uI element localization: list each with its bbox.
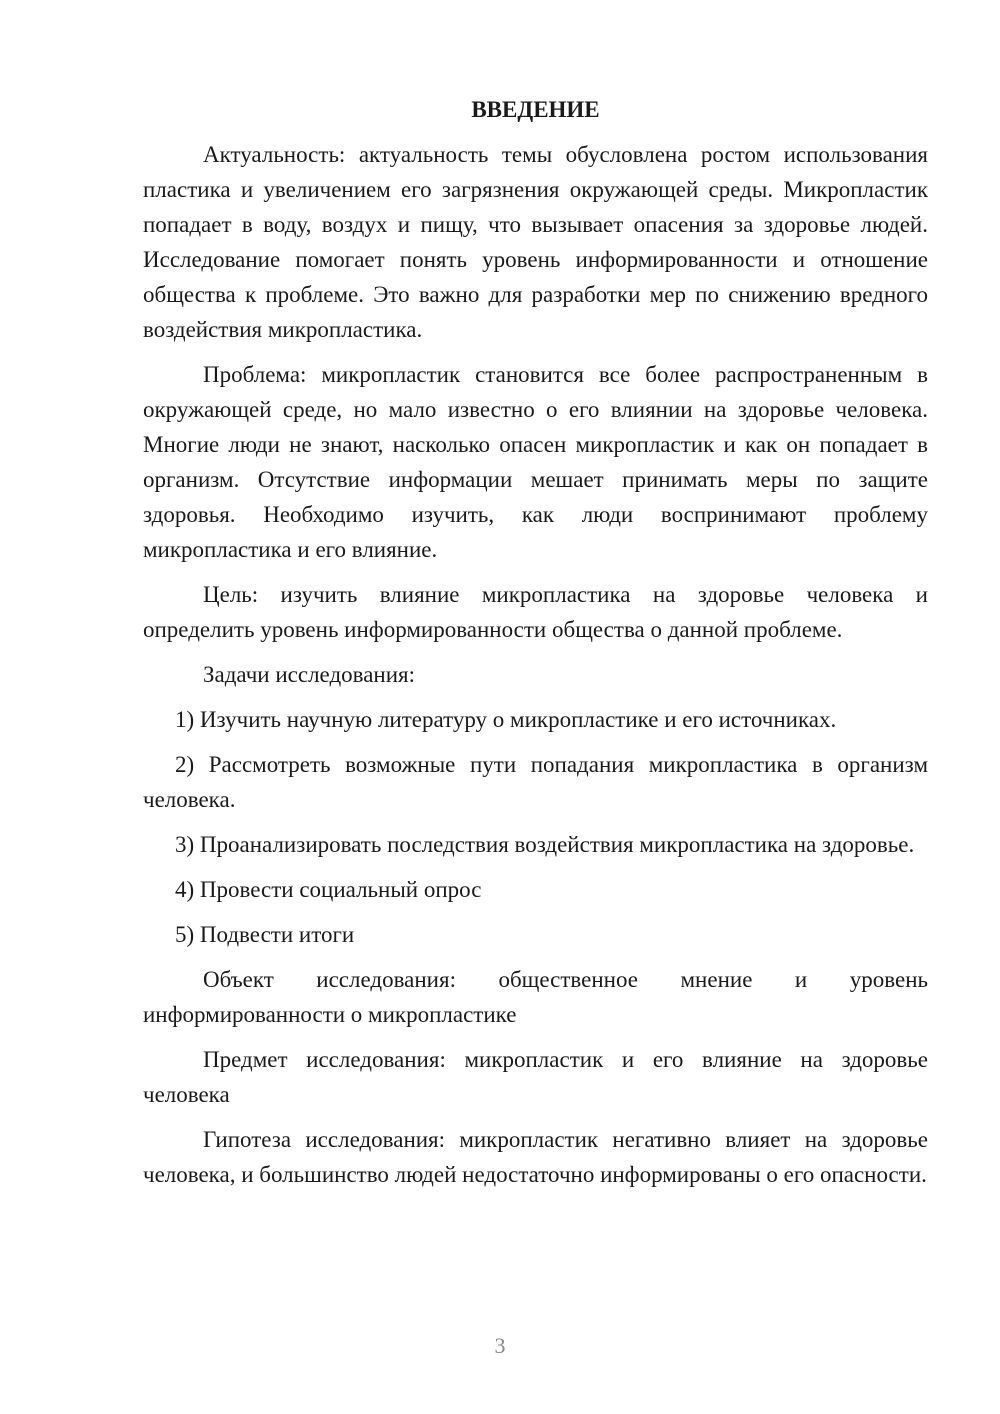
- tasks-heading: Задачи исследования:: [203, 662, 416, 687]
- paragraph-relevance: Актуальность: актуальность темы обусловлена ростом использования пластика и увеличением его загрязнения окружающей среды. Микропластик попадает в воду, воздух и пищу, что вызывает опасения за здоровье людей. Исследование помогает понять уровень информированности и отношение общества к проблеме. Это важно для разработки мер по снижению вредного воздействия микропластика.: [143, 142, 928, 342]
- paragraph-goal: Цель: изучить влияние микропластика на здоровье человека и определить уровень информированности общества о данной проблеме.: [143, 582, 928, 642]
- paragraph-object: Объект исследования: общественное мнение и уровень информированности о микропластике: [143, 967, 928, 1027]
- page-number: 3: [494, 1333, 506, 1358]
- document-page: [143, 95, 928, 1202]
- list-item-task-5: 5) Подвести итоги: [175, 922, 355, 947]
- list-item-task-2: 2) Рассмотреть возможные пути попадания микропластика в организм человека.: [143, 752, 928, 812]
- list-item-task-4: 4) Провести социальный опрос: [175, 877, 482, 902]
- paragraph-hypothesis: Гипотеза исследования: микропластик негативно влияет на здоровье человека, и большинство людей недостаточно информированы о его опасности.: [143, 1127, 928, 1187]
- list-item-task-3: 3) Проанализировать последствия воздействия микропластика на здоровье.: [175, 832, 915, 857]
- paragraph-problem: Проблема: микропластик становится все более распространенным в окружающей среде, но мало известно о его влиянии на здоровье человека. Многие люди не знают, насколько опасен микропластик и как он попадает в организм. Отсутствие информации мешает принимать меры по защите здоровья. Необходимо изучить, как люди воспринимают проблему микропластика и его влияние.: [143, 362, 928, 562]
- page-title: ВВЕДЕНИЕ: [471, 97, 600, 122]
- list-item-task-1: 1) Изучить научную литературу о микропластике и его источниках.: [175, 707, 837, 732]
- paragraph-subject: Предмет исследования: микропластик и его влияние на здоровье человека: [143, 1047, 928, 1107]
